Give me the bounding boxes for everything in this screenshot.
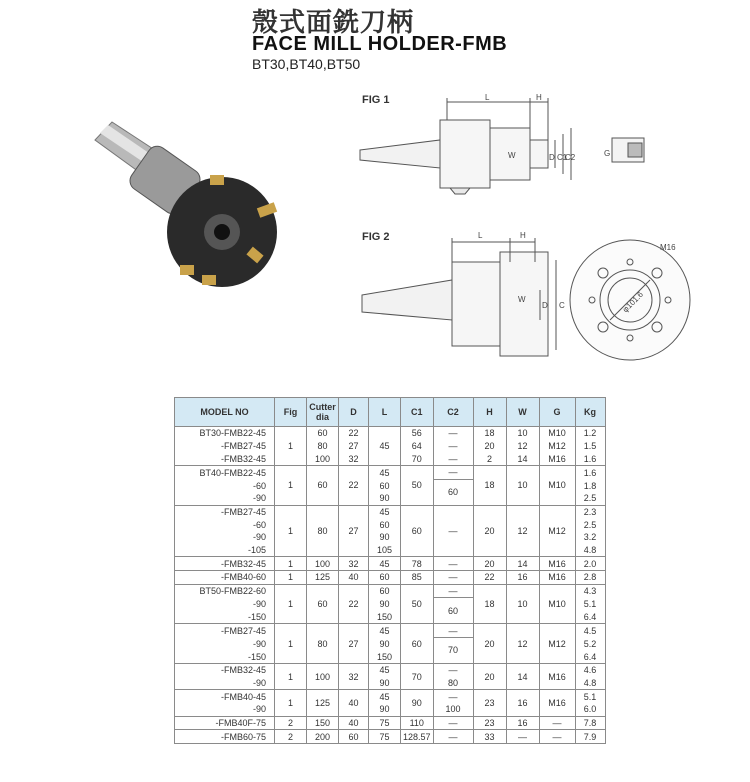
table-cell: BT50-FMB22-60	[175, 584, 275, 598]
table-cell: M10	[539, 584, 575, 624]
table-cell: -90	[175, 598, 275, 611]
table-cell: —	[433, 557, 473, 571]
table-cell: —	[539, 730, 575, 744]
taper-subtitle: BT30,BT40,BT50	[252, 56, 361, 72]
table-cell: —	[433, 624, 473, 638]
table-cell: 60	[307, 427, 339, 440]
table-cell: 110	[401, 716, 434, 730]
table-cell: 150	[369, 611, 401, 624]
table-cell: 18	[473, 466, 506, 506]
table-cell: 75	[369, 716, 401, 730]
table-cell: 2	[473, 452, 506, 465]
table-cell: -90	[175, 531, 275, 544]
table-cell: —	[433, 505, 473, 557]
table-cell: 45	[369, 663, 401, 676]
column-header: C2	[433, 398, 473, 427]
table-cell: 80	[433, 677, 473, 690]
table-cell: 2.5	[575, 492, 605, 505]
table-cell: 40	[339, 690, 369, 716]
table-cell: 150	[307, 716, 339, 730]
table-cell: 128.57	[401, 730, 434, 744]
table-cell: 100	[307, 557, 339, 571]
specification-table	[174, 397, 606, 744]
column-header: W	[506, 398, 539, 427]
table-cell: 45	[369, 505, 401, 518]
table-cell: 1	[275, 571, 307, 585]
product-photo	[95, 122, 277, 287]
table-cell: 90	[369, 677, 401, 690]
table-cell: 2.5	[575, 518, 605, 531]
table-cell: 105	[369, 544, 401, 557]
column-header: C1	[401, 398, 434, 427]
fig2-dim-W: W	[518, 295, 526, 304]
table-cell: 32	[339, 663, 369, 689]
table-row	[175, 730, 606, 744]
table-cell: 12	[506, 440, 539, 453]
table-cell: 1.6	[575, 466, 605, 480]
table-cell: 45	[369, 690, 401, 703]
table-cell: 4.6	[575, 663, 605, 676]
table-cell: 40	[339, 571, 369, 585]
table-cell: —	[433, 440, 473, 453]
table-cell: 1.2	[575, 427, 605, 440]
table-cell: 60	[369, 571, 401, 585]
table-cell: 60	[401, 505, 434, 557]
table-cell: —	[506, 730, 539, 744]
table-cell: 20	[473, 624, 506, 664]
table-cell: -FMB60-75	[175, 730, 275, 744]
table-cell: 60	[307, 466, 339, 506]
table-cell: 12	[506, 624, 539, 664]
table-cell: -FMB32-45	[175, 452, 275, 465]
table-cell: 80	[307, 505, 339, 557]
column-header: Fig	[275, 398, 307, 427]
table-cell: 90	[369, 492, 401, 505]
table-cell: 1.6	[575, 452, 605, 465]
table-cell: 2.0	[575, 557, 605, 571]
table-cell: M12	[539, 505, 575, 557]
table-cell: 22	[473, 571, 506, 585]
table-cell: -FMB40-45	[175, 690, 275, 703]
table-cell: 1	[275, 427, 307, 466]
table-cell: —	[433, 427, 473, 440]
table-cell: M16	[539, 452, 575, 465]
table-cell: 5.1	[575, 598, 605, 611]
table-cell: 16	[506, 716, 539, 730]
table-cell: 14	[506, 452, 539, 465]
fig1-dim-G: G	[604, 149, 611, 158]
table-cell: 1	[275, 584, 307, 624]
table-cell: -90	[175, 677, 275, 690]
table-cell: -90	[175, 638, 275, 651]
table-cell: 1	[275, 466, 307, 506]
column-header: MODEL NO	[175, 398, 275, 427]
table-cell: 16	[506, 690, 539, 716]
table-row	[175, 505, 606, 518]
table-cell: 45	[369, 427, 401, 466]
fig1-dim-H: H	[536, 93, 542, 102]
table-cell: 1	[275, 557, 307, 571]
table-cell: -60	[175, 518, 275, 531]
table-cell: 1	[275, 690, 307, 716]
table-cell: 60	[369, 479, 401, 492]
table-row	[175, 690, 606, 703]
table-cell: 150	[369, 650, 401, 663]
fig1-drawing	[360, 98, 644, 194]
table-cell: —	[433, 466, 473, 480]
table-cell: 2.3	[575, 505, 605, 518]
table-cell: 33	[473, 730, 506, 744]
table-cell: BT40-FMB22-45	[175, 466, 275, 480]
fig2-label: FIG 2	[362, 231, 390, 243]
fig1-dim-C1: C1	[557, 153, 568, 162]
table-cell: 20	[473, 557, 506, 571]
table-cell: 1	[275, 505, 307, 557]
table-cell: 4.8	[575, 544, 605, 557]
table-cell: 90	[369, 638, 401, 651]
table-cell: -FMB27-45	[175, 624, 275, 638]
table-cell: 2	[275, 716, 307, 730]
table-cell: 4.5	[575, 624, 605, 638]
table-cell: 7.9	[575, 730, 605, 744]
table-cell: 80	[307, 440, 339, 453]
table-cell: 90	[369, 703, 401, 716]
table-cell: 80	[307, 624, 339, 664]
table-cell: 70	[401, 663, 434, 689]
table-cell: 75	[369, 730, 401, 744]
fig2-dim-L: L	[478, 231, 483, 240]
fig2-dim-H: H	[520, 231, 526, 240]
table-cell: 1	[275, 624, 307, 664]
fig1-dim-W: W	[508, 151, 516, 160]
table-cell: 16	[506, 571, 539, 585]
table-cell: 45	[369, 466, 401, 480]
table-cell: -FMB27-45	[175, 505, 275, 518]
table-cell: 14	[506, 663, 539, 689]
table-cell: 12	[506, 505, 539, 557]
table-cell: 60	[433, 598, 473, 624]
table-cell: 60	[433, 479, 473, 505]
column-header: Kg	[575, 398, 605, 427]
table-cell: 32	[339, 557, 369, 571]
column-header: D	[339, 398, 369, 427]
table-cell: 125	[307, 690, 339, 716]
table-cell: 85	[401, 571, 434, 585]
table-cell: 22	[339, 584, 369, 624]
table-cell: 6.0	[575, 703, 605, 716]
table-row	[175, 427, 606, 440]
table-cell: 10	[506, 584, 539, 624]
table-cell: —	[433, 584, 473, 598]
table-cell: 18	[473, 584, 506, 624]
table-cell: 5.1	[575, 690, 605, 703]
fig1-dim-D: D	[549, 153, 555, 162]
column-header: H	[473, 398, 506, 427]
table-cell: 45	[369, 624, 401, 638]
table-cell: 20	[473, 663, 506, 689]
table-cell: 64	[401, 440, 434, 453]
table-cell: 50	[401, 466, 434, 506]
table-cell: -150	[175, 611, 275, 624]
table-cell: 100	[307, 663, 339, 689]
table-cell: -90	[175, 703, 275, 716]
table-cell: —	[433, 690, 473, 703]
table-cell: -FMB40-60	[175, 571, 275, 585]
table-cell: BT30-FMB22-45	[175, 427, 275, 440]
table-cell: 70	[401, 452, 434, 465]
table-cell: 56	[401, 427, 434, 440]
table-cell: 22	[339, 466, 369, 506]
table-cell: 2.8	[575, 571, 605, 585]
table-cell: 100	[433, 703, 473, 716]
column-header: G	[539, 398, 575, 427]
table-cell: -105	[175, 544, 275, 557]
table-cell: 27	[339, 440, 369, 453]
table-cell: M10	[539, 466, 575, 506]
table-cell: -FMB32-45	[175, 557, 275, 571]
table-cell: -FMB40F-75	[175, 716, 275, 730]
table-cell: M12	[539, 440, 575, 453]
table-cell: 32	[339, 452, 369, 465]
table-cell: 6.4	[575, 650, 605, 663]
table-row	[175, 663, 606, 676]
table-cell: 5.2	[575, 638, 605, 651]
table-cell: 1	[275, 663, 307, 689]
table-cell: 200	[307, 730, 339, 744]
table-cell: —	[539, 716, 575, 730]
table-cell: —	[433, 663, 473, 676]
table-cell: 20	[473, 440, 506, 453]
table-row	[175, 466, 606, 480]
table-cell: 90	[401, 690, 434, 716]
table-row	[175, 624, 606, 638]
fig2-dim-D: D	[542, 301, 548, 310]
table-cell: -150	[175, 650, 275, 663]
table-row	[175, 557, 606, 571]
table-cell: 4.3	[575, 584, 605, 598]
fig2-dim-C: C	[559, 301, 565, 310]
table-body	[175, 427, 606, 744]
table-cell: 22	[339, 427, 369, 440]
table-header-row	[175, 398, 606, 427]
table-cell: M16	[539, 571, 575, 585]
table-cell: 23	[473, 690, 506, 716]
table-cell: 27	[339, 505, 369, 557]
table-cell: 60	[401, 624, 434, 664]
table-cell: M16	[539, 557, 575, 571]
table-cell: 50	[401, 584, 434, 624]
table-cell: M16	[539, 663, 575, 689]
table-cell: 40	[339, 716, 369, 730]
table-cell: 4.8	[575, 677, 605, 690]
table-cell: 6.4	[575, 611, 605, 624]
table-cell: -FMB27-45	[175, 440, 275, 453]
table-cell: 90	[369, 598, 401, 611]
table-cell: 3.2	[575, 531, 605, 544]
table-row	[175, 571, 606, 585]
fig2-dim-M16: M16	[660, 243, 676, 252]
table-row	[175, 716, 606, 730]
table-cell: 45	[369, 557, 401, 571]
table-cell: 7.8	[575, 716, 605, 730]
table-cell: M16	[539, 690, 575, 716]
table-cell: 60	[307, 584, 339, 624]
column-header: Cutter dia	[307, 398, 339, 427]
table-cell: 60	[339, 730, 369, 744]
title-english: FACE MILL HOLDER-FMB	[252, 33, 508, 55]
table-cell: 27	[339, 624, 369, 664]
table-cell: 18	[473, 427, 506, 440]
table-cell: 1.8	[575, 479, 605, 492]
table-cell: -60	[175, 479, 275, 492]
fig2-dim-bolt-circle: φ101.6	[620, 289, 646, 315]
table-cell: 100	[307, 452, 339, 465]
table-cell: -FMB32-45	[175, 663, 275, 676]
table-cell: —	[433, 716, 473, 730]
table-cell: 125	[307, 571, 339, 585]
fig1-dim-L: L	[485, 93, 490, 102]
table-cell: 60	[369, 518, 401, 531]
table-cell: 70	[433, 638, 473, 664]
table-cell: 78	[401, 557, 434, 571]
table-cell: M10	[539, 427, 575, 440]
table-cell: —	[433, 452, 473, 465]
table-cell: 14	[506, 557, 539, 571]
table-cell: 60	[369, 584, 401, 598]
table-cell: 1.5	[575, 440, 605, 453]
table-cell: M12	[539, 624, 575, 664]
column-header: L	[369, 398, 401, 427]
fig1-label: FIG 1	[362, 94, 390, 106]
table-cell: 2	[275, 730, 307, 744]
title-chinese: 殼式面銑刀柄	[252, 8, 415, 38]
table-cell: —	[433, 571, 473, 585]
table-cell: 23	[473, 716, 506, 730]
table-cell: 20	[473, 505, 506, 557]
table-cell: 10	[506, 466, 539, 506]
table-cell: -90	[175, 492, 275, 505]
table-cell: 10	[506, 427, 539, 440]
table-cell: 90	[369, 531, 401, 544]
table-cell: —	[433, 730, 473, 744]
table-row	[175, 584, 606, 598]
fig1-dim-C2: C2	[565, 153, 576, 162]
